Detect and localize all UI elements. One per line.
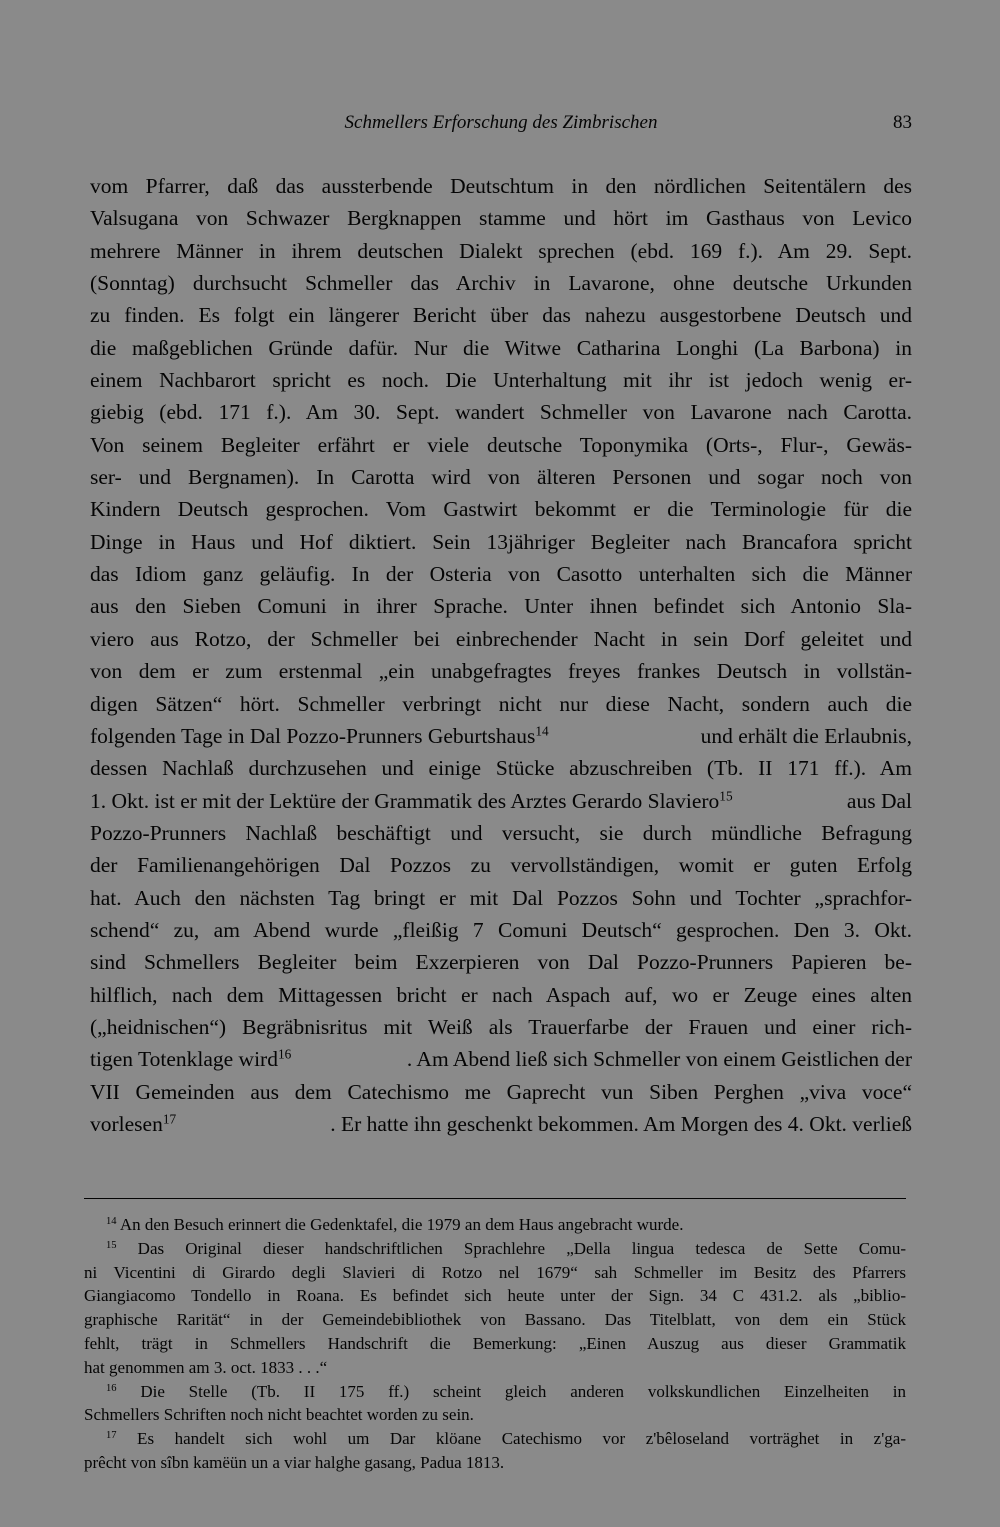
footnote-ref-15[interactable]: 15 — [719, 788, 733, 804]
body-line: aus den Sieben Comuni in ihrer Sprache. Unter ihnen befindet sich Antonio Sla- — [90, 594, 912, 619]
body-line: (Sonntag) durchsucht Schmeller das Archiv in Lavarone, ohne deutsche Urkunden — [90, 271, 912, 296]
body-line: giebig (ebd. 171 f.). Am 30. Sept. wandert Schmeller von Lavarone nach Carotta. — [90, 400, 912, 425]
running-title: Schmellers Erforschung des Zimbrischen — [344, 112, 658, 133]
body-line: einem Nachbarort spricht es noch. Die Unterhaltung mit ihr ist jedoch wenig er- — [90, 368, 912, 393]
footnote-line: Giangiacomo Tondello in Roana. Es befindet sich heute unter der Sign. 34 C 431.2. als „biblio- — [84, 1286, 906, 1306]
body-line: VII Gemeinden aus dem Catechismo me Gaprecht vun Siben Perghen „viva voce“ — [90, 1079, 912, 1104]
body-line: vom Pfarrer, daß das aussterbende Deutschtum in den nördlichen Seitentälern des — [90, 174, 912, 198]
running-head — [90, 112, 912, 142]
body-text-span — [90, 1108, 176, 1140]
body-line: hat. Auch den nächsten Tag bringt er mit Dal Pozzos Sohn und Tochter „sprachfor- — [90, 885, 912, 910]
footnote-text: Die Stelle (Tb. II 175 ff.) scheint gleich anderen volkskundlichen Einzelheiten in — [116, 1381, 906, 1401]
footnotes — [84, 1213, 906, 1475]
body-text-fragment: aus Dal — [841, 788, 912, 813]
body-line — [90, 1108, 912, 1140]
body-line: von dem er zum erstenmal „ein unabgefragtes freyes frankes Deutsch in vollstän- — [90, 659, 912, 684]
footnote-text: Es handelt sich wohl um Dar klöane Catechismo vor z'bêloseland vorträghet in z'ga- — [116, 1429, 906, 1449]
body-text-fragment: . Am Abend ließ sich Schmeller von einem Geistlichen der — [406, 1047, 912, 1072]
footnote-line: ni Vicentini di Girardo degli Slavieri di Rotzo nel 1679“ sah Schmeller im Besitz des Pfarrers — [84, 1262, 906, 1282]
body-text-fragment: tigen Totenklage wird — [90, 1047, 278, 1072]
footnote-16 — [84, 1380, 906, 1404]
footnote-number: 15 — [106, 1240, 117, 1251]
footnote-15 — [84, 1237, 906, 1261]
footnote-text: An den Besuch erinnert die Gedenktafel, die 1979 an dem Haus angebracht wurde. — [116, 1215, 684, 1234]
body-line: zu finden. Es folgt ein längerer Bericht über das nahezu ausgestorbene Deutsch und — [90, 303, 912, 328]
body-line — [90, 720, 912, 752]
body-line: mehrere Männer in ihrem deutschen Dialekt sprechen (ebd. 169 f.). Am 29. Sept. — [90, 238, 912, 263]
body-line: digen Sätzen“ hört. Schmeller verbringt nicht nur diese Nacht, sondern auch die — [90, 691, 912, 716]
body-text-span — [90, 720, 549, 752]
body-line: („heidnischen“) Begräbnisritus mit Weiß als Trauerfarbe der Frauen und einer rich- — [90, 1014, 912, 1039]
page-number: 83 — [893, 112, 912, 133]
footnote-ref-17[interactable]: 17 — [162, 1111, 177, 1127]
body-line: Pozzo-Prunners Nachlaß beschäftigt und versucht, sie durch mündliche Befragung — [90, 820, 912, 845]
body-text-span — [90, 785, 733, 817]
body-line: der Familienangehörigen Dal Pozzos zu vervollständigen, womit er guten Erfolg — [90, 853, 912, 878]
footnote-number: 17 — [106, 1430, 117, 1442]
footnote-number: 14 — [106, 1216, 117, 1228]
body-line: sind Schmellers Begleiter beim Exzerpieren von Dal Pozzo-Prunners Papieren be- — [90, 950, 912, 975]
footnote-text: Das Original dieser handschriftlichen Sprachlehre „Della lingua tedesca de Sette Comu- — [116, 1238, 906, 1258]
body-text-fragment: vorlesen — [90, 1111, 163, 1136]
footnote-line: hat genommen am 3. oct. 1833 . . .“ — [84, 1357, 328, 1377]
body-text — [90, 170, 912, 1140]
footnote-line: fehlt, trägt in Schmellers Handschrift die Bemerkung: „Einen Auszug aus dieser Grammatik — [84, 1333, 906, 1353]
body-line: hilflich, nach dem Mittagessen bricht er nach Aspach auf, wo er Zeuge eines alten — [90, 982, 912, 1007]
body-line: Valsugana von Schwazer Bergknappen stamme und hört im Gasthaus von Levico — [90, 206, 912, 231]
footnote-divider — [84, 1198, 906, 1199]
body-line — [90, 785, 912, 817]
body-line — [90, 1043, 912, 1075]
footnote-line: graphische Rarität“ in der Gemeindebibliothek von Bassano. Das Titelblatt, von dem ein Stück — [84, 1310, 906, 1330]
footnote-number: 16 — [106, 1382, 117, 1394]
body-line: das Idiom ganz geläufig. In der Osteria von Casotto unterhalten sich die Männer — [90, 562, 912, 587]
footnote-17 — [84, 1427, 906, 1451]
footnote-ref-16[interactable]: 16 — [277, 1046, 292, 1062]
body-line: Von seinem Begleiter erfährt er viele deutsche Toponymika (Orts-, Flur-, Gewäs- — [90, 432, 912, 457]
body-line: die maßgeblichen Gründe dafür. Nur die Witwe Catharina Longhi (La Barbona) in — [90, 335, 912, 360]
body-text-fragment: folgenden Tage in Dal Pozzo-Prunners Geburtshaus — [90, 723, 536, 748]
body-line: dessen Nachlaß durchzusehen und einige Stücke abzuschreiben (Tb. II 171 ff.). Am — [90, 756, 912, 781]
body-line: Dinge in Haus und Hof diktiert. Sein 13jähriger Begleiter nach Brancafora spricht — [90, 529, 912, 554]
body-line: viero aus Rotzo, der Schmeller bei einbrechender Nacht in sein Dorf geleitet und — [90, 626, 912, 651]
body-text-fragment: 1. Okt. ist er mit der Lektüre der Grammatik des Arztes Gerardo Slaviero — [90, 788, 720, 813]
body-text-fragment: und erhält die Erlaubnis, — [695, 723, 912, 748]
body-line: schend“ zu, am Abend wurde „fleißig 7 Comuni Deutsch“ gesprochen. Den 3. Okt. — [90, 917, 912, 942]
body-line: Kindern Deutsch gesprochen. Vom Gastwirt bekommt er die Terminologie für die — [90, 497, 912, 522]
body-text-fragment: . Er hatte ihn geschenkt bekommen. Am Morgen des 4. Okt. verließ — [330, 1111, 912, 1136]
body-text-span — [90, 1043, 291, 1075]
footnote-ref-14[interactable]: 14 — [535, 723, 549, 739]
body-line: ser- und Bergnamen). In Carotta wird von älteren Personen und sogar noch von — [90, 465, 912, 490]
footnote-14 — [84, 1213, 906, 1237]
footnote-line: Schmellers Schriften noch nicht beachtet worden zu sein. — [84, 1405, 474, 1425]
footnote-line: prêcht von sîbn kamëün un a viar halghe gasang, Padua 1813. — [84, 1452, 505, 1472]
